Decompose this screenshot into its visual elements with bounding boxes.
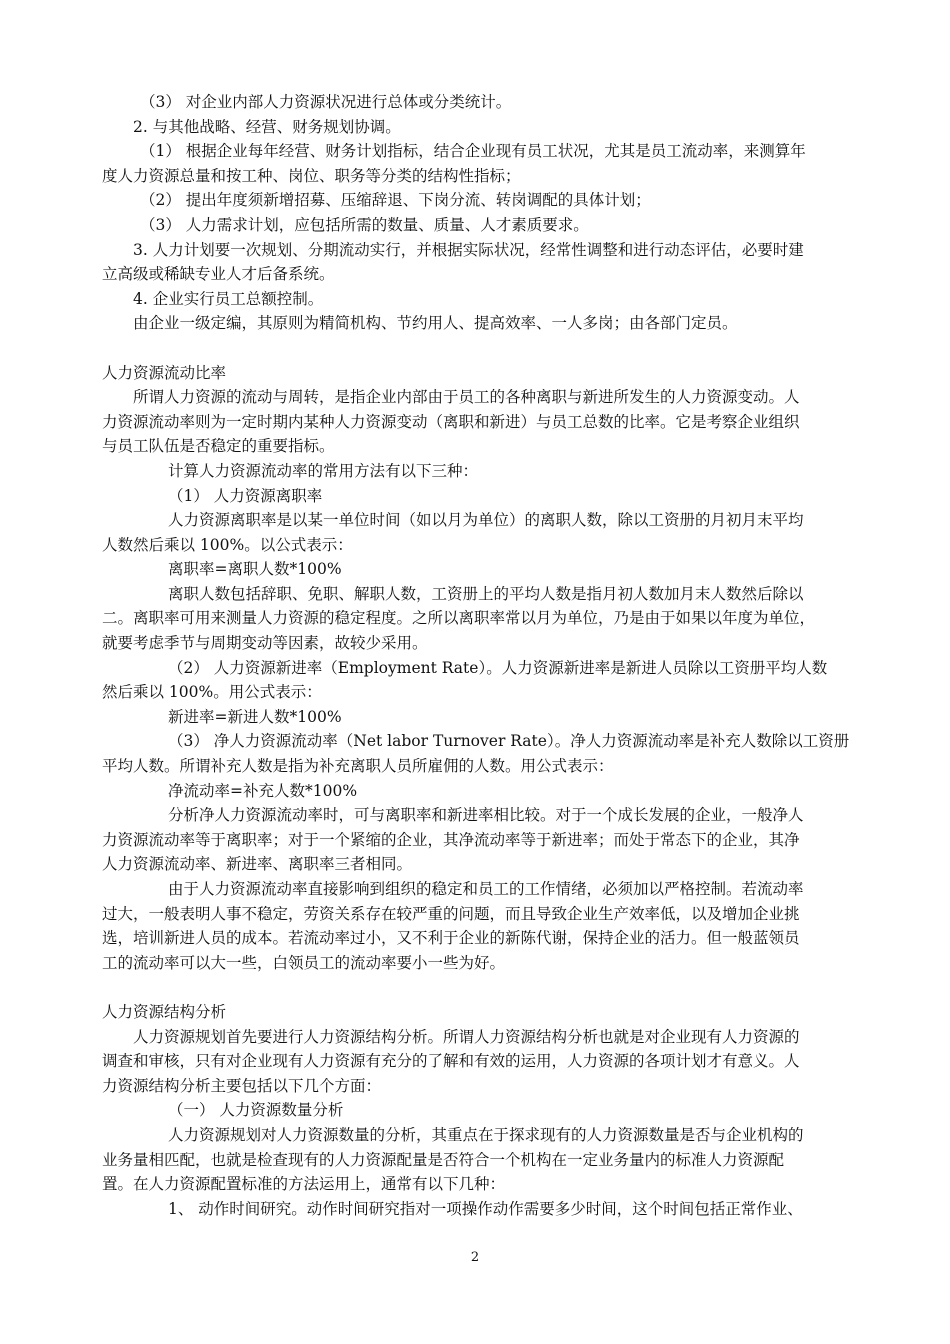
text-line: 力资源结构分析主要包括以下几个方面： (102, 1076, 382, 1095)
page-number: 2 (470, 1250, 480, 1265)
text-line: 人力资源流动率、新进率、离职率三者相同。 (102, 855, 413, 874)
text-line: 1、 动作时间研究。动作时间研究指对一项操作动作需要多少时间，这个时间包括正常作业、 (168, 1199, 803, 1218)
paragraph (102, 115, 852, 140)
text-line: （3） 人力需求计划，应包括所需的数量、质量、人才素质要求。 (140, 215, 589, 234)
text-line: 平均人数。所谓补充人数是指为补充离职人员所雇佣的人数。用公式表示： (102, 757, 614, 776)
text-line: 3. 人力计划要一次规划、分期流动实行，并根据实际状况，经常性调整和进行动态评估，必要时建 (133, 240, 804, 259)
text-line: 新进率=新进人数*100% (168, 707, 342, 726)
blank-line (102, 336, 852, 361)
paragraph (102, 459, 852, 484)
text-line: 力资源流动率等于离职率；对于一个紧缩的企业，其净流动率等于新进率；而处于常态下的企业，其净 (102, 830, 800, 849)
text-line: 过大，一般表明人事不稳定，劳资关系存在较严重的问题，而且导致企业生产效率低，以及增加企业挑 (102, 904, 800, 923)
text-line: 分析净人力资源流动率时，可与离职率和新进率相比较。对于一个成长发展的企业，一般净人 (168, 806, 804, 825)
paragraph (102, 508, 852, 557)
text-line: 度人力资源总量和按工种、岗位、职务等分类的结构性指标； (102, 166, 521, 185)
text-line: 离职率=离职人数*100% (168, 560, 342, 579)
text-line: （1） 根据企业每年经营、财务计划指标，结合企业现有员工状况，尤其是员工流动率，来测算年 (140, 142, 806, 161)
text-line: 人力资源流动比率 (102, 363, 227, 382)
text-line: （3） 净人力资源流动率（Net labor Turnover Rate）。净人力资源流动率是补充人数除以工资册 (168, 732, 850, 751)
text-line: 人力资源规划对人力资源数量的分析，其重点在于探求现有的人力资源数量是否与企业机构的 (168, 1125, 804, 1144)
document-body (102, 90, 852, 1221)
paragraph (102, 557, 852, 582)
paragraph (102, 779, 852, 804)
text-line: （2） 人力资源新进率（Employment Rate）。人力资源新进率是新进人员除以工资册平均人数 (168, 658, 828, 677)
paragraph (102, 729, 852, 778)
blank-line (102, 975, 852, 1000)
text-line: （1） 人力资源离职率 (168, 486, 323, 505)
paragraph (102, 1025, 852, 1099)
paragraph (102, 238, 852, 287)
text-line: 选，培训新进人员的成本。若流动率过小，又不利于企业的新陈代谢，保持企业的活力。但一般蓝领员 (102, 929, 800, 948)
text-line: 人力资源离职率是以某一单位时间（如以月为单位）的离职人数，除以工资册的月初月末平均 (168, 511, 804, 530)
text-line: 然后乘以 100%。用公式表示： (102, 683, 322, 702)
text-line: 就要考虑季节与周期变动等因素，故较少采用。 (102, 634, 428, 653)
text-line: （2） 提出年度须新增招募、压缩辞退、下岗分流、转岗调配的具体计划； (140, 191, 651, 210)
paragraph (102, 1197, 852, 1222)
text-line: 人力资源结构分析 (102, 1002, 227, 1021)
text-line: 由于人力资源流动率直接影响到组织的稳定和员工的工作情绪，必须加以严格控制。若流动率 (168, 880, 804, 898)
text-line: 人力资源规划首先要进行人力资源结构分析。所谓人力资源结构分析也就是对企业现有人力资源的 (133, 1027, 800, 1046)
paragraph (102, 385, 852, 459)
text-line: 净流动率=补充人数*100% (168, 781, 358, 800)
text-line: 立高级或稀缺专业人才后备系统。 (102, 265, 335, 284)
text-line: 计算人力资源流动率的常用方法有以下三种： (168, 461, 479, 480)
text-line: 由企业一级定编，其原则为精简机构、节约用人、提高效率、一人多岗；由各部门定员。 (133, 314, 738, 333)
section-heading (102, 361, 852, 386)
paragraph (102, 582, 852, 656)
paragraph (102, 90, 852, 115)
paragraph (102, 705, 852, 730)
text-line: 二。离职率可用来测量人力资源的稳定程度。之所以离职率常以月为单位，乃是由于如果以年度为单位， (102, 609, 816, 628)
paragraph (102, 213, 852, 238)
paragraph (102, 656, 852, 705)
text-line: 业务量相匹配，也就是检查现有的人力资源配量是否符合一个机构在一定业务量内的标准人力资源配 (102, 1150, 785, 1169)
paragraph (102, 287, 852, 312)
text-line: 所谓人力资源的流动与周转，是指企业内部由于员工的各种离职与新进所发生的人力资源变动。人 (133, 388, 800, 407)
paragraph (102, 139, 852, 188)
paragraph (102, 311, 852, 336)
text-line: 工的流动率可以大一些，白领员工的流动率要小一些为好。 (102, 953, 506, 972)
text-line: （一） 人力资源数量分析 (168, 1101, 344, 1120)
paragraph (102, 803, 852, 877)
paragraph (102, 877, 852, 975)
text-line: （3） 对企业内部人力资源状况进行总体或分类统计。 (140, 93, 512, 111)
text-line: 置。在人力资源配置标准的方法运用上，通常有以下几种： (102, 1175, 506, 1194)
text-line: 2. 与其他战略、经营、财务规划协调。 (133, 117, 401, 136)
paragraph (102, 1098, 852, 1123)
paragraph (102, 484, 852, 509)
text-line: 离职人数包括辞职、免职、解职人数，工资册上的平均人数是指月初人数加月末人数然后除以 (168, 584, 804, 603)
text-line: 4. 企业实行员工总额控制。 (133, 289, 324, 308)
text-line: 调查和审核，只有对企业现有人力资源有充分的了解和有效的运用，人力资源的各项计划才有意义。人 (102, 1052, 800, 1071)
text-line: 力资源流动率则为一定时期内某种人力资源变动（离职和新进）与员工总数的比率。它是考察企业组织 (102, 412, 800, 431)
paragraph (102, 1123, 852, 1197)
text-line: 人数然后乘以 100%。以公式表示： (102, 535, 353, 554)
text-line: 与员工队伍是否稳定的重要指标。 (102, 437, 335, 456)
paragraph (102, 188, 852, 213)
section-heading (102, 1000, 852, 1025)
